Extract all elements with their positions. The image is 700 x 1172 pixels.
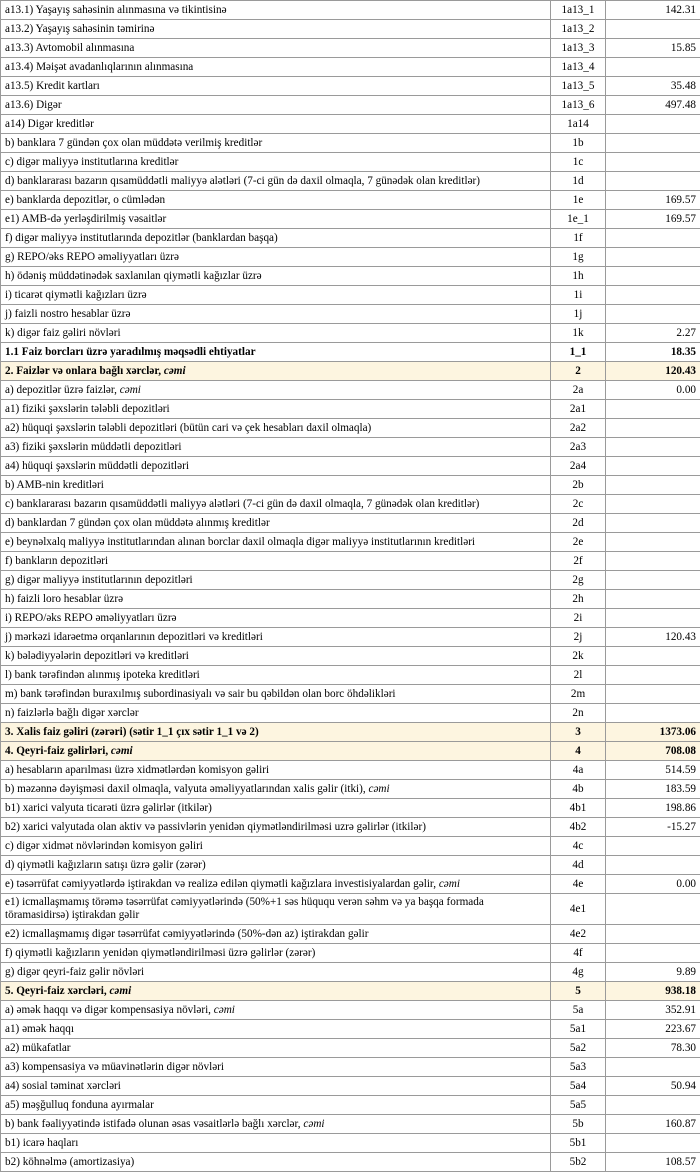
table-row <box>1 324 700 343</box>
row-label: e1) icmallaşmamış törəmə təsərrüfat cəmiyyətlərində (50%+1 səs hüququ verən səhm və ya başqa formada töramasidirsə) iştirakdan gəlir <box>1 894 551 925</box>
row-label: a13.1) Yaşayış sahəsinin alınmasına və tikintisinə <box>1 1 551 20</box>
table-row <box>1 875 700 894</box>
row-code: 2a <box>551 381 606 400</box>
row-label: a13.2) Yaşayış sahəsinin təmirinə <box>1 20 551 39</box>
row-code: 2l <box>551 666 606 685</box>
table-row <box>1 925 700 944</box>
row-label: i) ticarət qiymətli kağızları üzrə <box>1 286 551 305</box>
row-value <box>606 115 700 134</box>
row-value <box>606 944 700 963</box>
row-label: a3) kompensasiya və müavinətlərin digər növləri <box>1 1058 551 1077</box>
row-code: 1c <box>551 153 606 172</box>
row-code: 2b <box>551 476 606 495</box>
row-value: 1373.06 <box>606 723 700 742</box>
row-value: 78.30 <box>606 1039 700 1058</box>
table-row <box>1 1096 700 1115</box>
row-label: 5. Qeyri-faiz xərcləri, cəmi <box>1 982 551 1001</box>
row-label: k) bələdiyyələrin depozitləri və kreditləri <box>1 647 551 666</box>
row-label: 2. Faizlər və onlara bağlı xərclər, cəmi <box>1 362 551 381</box>
row-value <box>606 666 700 685</box>
row-value <box>606 1134 700 1153</box>
table-row <box>1 39 700 58</box>
row-value <box>606 533 700 552</box>
table-row <box>1 248 700 267</box>
row-label: b1) icarə haqları <box>1 1134 551 1153</box>
row-label: b) banklara 7 gündən çox olan müddətə verilmiş kreditlər <box>1 134 551 153</box>
table-row <box>1 666 700 685</box>
row-code: 4 <box>551 742 606 761</box>
row-label: 3. Xalis faiz gəliri (zərəri) (sətir 1_1 çıx sətir 1_1 və 2) <box>1 723 551 742</box>
row-code: 1g <box>551 248 606 267</box>
row-code: 5b2 <box>551 1153 606 1172</box>
row-code: 2g <box>551 571 606 590</box>
table-row <box>1 742 700 761</box>
row-code: 5b <box>551 1115 606 1134</box>
table-row <box>1 419 700 438</box>
row-code: 2 <box>551 362 606 381</box>
table-row <box>1 400 700 419</box>
row-code: 1a14 <box>551 115 606 134</box>
row-code: 5b1 <box>551 1134 606 1153</box>
table-row <box>1 1 700 20</box>
row-label: a4) hüquqi şəxslərin müddətli depozitləri <box>1 457 551 476</box>
row-code: 4c <box>551 837 606 856</box>
row-code: 1d <box>551 172 606 191</box>
row-value <box>606 609 700 628</box>
row-label: g) REPO/əks REPO əməliyyatları üzrə <box>1 248 551 267</box>
row-value: 108.57 <box>606 1153 700 1172</box>
row-label: 4. Qeyri-faiz gəlirləri, cəmi <box>1 742 551 761</box>
table-row <box>1 647 700 666</box>
row-value: 160.87 <box>606 1115 700 1134</box>
row-label: e2) icmallaşmamış digər təsərrüfat cəmiyyətlərində (50%-dən az) iştirakdan gəlir <box>1 925 551 944</box>
table-row <box>1 210 700 229</box>
table-row <box>1 1134 700 1153</box>
row-label: a2) hüquqi şəxslərin tələbli depozitləri (bütün cari və çek hesabları daxil olmaqla) <box>1 419 551 438</box>
row-label: c) digər xidmət növlərindən komisyon gəliri <box>1 837 551 856</box>
table-row <box>1 685 700 704</box>
row-label: b) bank fəaliyyətində istifadə olunan əsas vəsaitlərlə bağlı xərclər, cəmi <box>1 1115 551 1134</box>
row-code: 2a2 <box>551 419 606 438</box>
row-code: 1e_1 <box>551 210 606 229</box>
row-value <box>606 58 700 77</box>
row-code: 1a13_2 <box>551 20 606 39</box>
row-label: l) bank tərəfindən alınmış ipoteka kreditləri <box>1 666 551 685</box>
row-code: 2j <box>551 628 606 647</box>
row-value: 198.86 <box>606 799 700 818</box>
row-label: a13.6) Digər <box>1 96 551 115</box>
row-label: h) faizli loro hesablar üzrə <box>1 590 551 609</box>
row-label: a1) fiziki şəxslərin tələbli depozitləri <box>1 400 551 419</box>
table-row <box>1 1058 700 1077</box>
row-label: a) depozitlər üzrə faizlər, cəmi <box>1 381 551 400</box>
table-body <box>1 1 700 1172</box>
row-label: d) banklardan 7 gündən çox olan müddətə alınmış kreditlər <box>1 514 551 533</box>
row-code: 2n <box>551 704 606 723</box>
table-row <box>1 704 700 723</box>
table-row <box>1 20 700 39</box>
row-value: 15.85 <box>606 39 700 58</box>
table-row <box>1 438 700 457</box>
row-label: e) beynəlxalq maliyyə institutlarından alınan borclar daxil olmaqla digər maliyyə institutlarının kreditləri <box>1 533 551 552</box>
table-row <box>1 780 700 799</box>
row-value <box>606 172 700 191</box>
row-code: 4f <box>551 944 606 963</box>
row-value: 514.59 <box>606 761 700 780</box>
table-row <box>1 818 700 837</box>
row-value <box>606 856 700 875</box>
table-row <box>1 609 700 628</box>
row-code: 3 <box>551 723 606 742</box>
table-row <box>1 799 700 818</box>
row-label: k) digər faiz gəliri növləri <box>1 324 551 343</box>
row-code: 2m <box>551 685 606 704</box>
row-label: a13.4) Məişət avadanlıqlarının alınmasına <box>1 58 551 77</box>
row-value: 35.48 <box>606 77 700 96</box>
table-row <box>1 1153 700 1172</box>
table-row <box>1 1115 700 1134</box>
table-row <box>1 305 700 324</box>
row-code: 4g <box>551 963 606 982</box>
table-row <box>1 571 700 590</box>
table-row <box>1 628 700 647</box>
row-value: 169.57 <box>606 191 700 210</box>
row-label: b2) xarici valyutada olan aktiv və passivlərin yenidən qiymətləndirilməsi uzrə gəlirlər (itkilər) <box>1 818 551 837</box>
row-code: 1f <box>551 229 606 248</box>
table-row <box>1 533 700 552</box>
row-code: 4b2 <box>551 818 606 837</box>
table-row <box>1 381 700 400</box>
row-label: a1) əmək haqqı <box>1 1020 551 1039</box>
row-code: 1a13_5 <box>551 77 606 96</box>
table-row <box>1 191 700 210</box>
row-label: b1) xarici valyuta ticarəti üzrə gəlirlər (itkilər) <box>1 799 551 818</box>
row-value: -15.27 <box>606 818 700 837</box>
row-code: 5a <box>551 1001 606 1020</box>
table-row <box>1 77 700 96</box>
row-label: f) bankların depozitləri <box>1 552 551 571</box>
table-row <box>1 153 700 172</box>
row-code: 2c <box>551 495 606 514</box>
row-code: 2d <box>551 514 606 533</box>
table-row <box>1 58 700 77</box>
row-value <box>606 514 700 533</box>
row-label: g) digər qeyri-faiz gəlir növləri <box>1 963 551 982</box>
row-label: b) məzənnə dəyişməsi daxil olmaqla, valyuta əməliyyatlarından xalis gəlir (itki), cəmi <box>1 780 551 799</box>
row-value <box>606 400 700 419</box>
row-code: 4e2 <box>551 925 606 944</box>
table-row <box>1 134 700 153</box>
row-label: a13.3) Avtomobil alınmasına <box>1 39 551 58</box>
row-value <box>606 419 700 438</box>
row-value <box>606 552 700 571</box>
table-row <box>1 362 700 381</box>
row-value: 223.67 <box>606 1020 700 1039</box>
row-value <box>606 286 700 305</box>
table-row <box>1 761 700 780</box>
row-value: 708.08 <box>606 742 700 761</box>
row-value: 183.59 <box>606 780 700 799</box>
row-value <box>606 571 700 590</box>
row-value: 497.48 <box>606 96 700 115</box>
table-row <box>1 590 700 609</box>
row-value: 120.43 <box>606 628 700 647</box>
row-value <box>606 894 700 925</box>
row-code: 1h <box>551 267 606 286</box>
row-code: 2a3 <box>551 438 606 457</box>
row-label: a13.5) Kredit kartları <box>1 77 551 96</box>
table-row <box>1 837 700 856</box>
row-label: e) banklarda depozitlər, o cümlədən <box>1 191 551 210</box>
row-value <box>606 229 700 248</box>
table-row <box>1 286 700 305</box>
row-value <box>606 704 700 723</box>
row-value <box>606 925 700 944</box>
row-code: 4a <box>551 761 606 780</box>
table-row <box>1 894 700 925</box>
row-code: 5a5 <box>551 1096 606 1115</box>
row-value: 142.31 <box>606 1 700 20</box>
row-code: 1k <box>551 324 606 343</box>
row-code: 2i <box>551 609 606 628</box>
row-label: j) faizli nostro hesablar üzrə <box>1 305 551 324</box>
row-label: a) hesabların aparılması üzrə xidmətlərdən komisyon gəliri <box>1 761 551 780</box>
row-code: 1_1 <box>551 343 606 362</box>
row-label: c) banklararası bazarın qısamüddətli maliyyə alətləri (7-ci gün də daxil olmaqla, 7 günədək olan kreditlər) <box>1 495 551 514</box>
table-row <box>1 343 700 362</box>
table-row <box>1 96 700 115</box>
row-label: h) ödəniş müddətinədək saxlanılan qiymətli kağızlar üzrə <box>1 267 551 286</box>
row-code: 2a4 <box>551 457 606 476</box>
row-label: a) əmək haqqı və digər kompensasiya növləri, cəmi <box>1 1001 551 1020</box>
row-value <box>606 134 700 153</box>
row-value <box>606 495 700 514</box>
row-value <box>606 153 700 172</box>
table-row <box>1 856 700 875</box>
row-label: d) banklararası bazarın qısamüddətli maliyyə alətləri (7-ci gün də daxil olmaqla, 7 günədək olan kreditlər) <box>1 172 551 191</box>
row-value: 2.27 <box>606 324 700 343</box>
row-value <box>606 685 700 704</box>
row-code: 2f <box>551 552 606 571</box>
row-code: 2e <box>551 533 606 552</box>
row-code: 5a3 <box>551 1058 606 1077</box>
row-code: 4e <box>551 875 606 894</box>
row-label: a2) mükafatlar <box>1 1039 551 1058</box>
row-code: 5a1 <box>551 1020 606 1039</box>
row-value: 0.00 <box>606 381 700 400</box>
row-label: e) təsərrüfat cəmiyyətlərdə iştirakdan və realizə edilən qiymətli kağızlara investisiyalardan gəlir, cəmi <box>1 875 551 894</box>
row-code: 2h <box>551 590 606 609</box>
row-label: 1.1 Faiz borcları üzrə yaradılmış məqsədli ehtiyatlar <box>1 343 551 362</box>
row-label: f) digər maliyyə institutlarında depozitlər (banklardan başqa) <box>1 229 551 248</box>
row-value: 120.43 <box>606 362 700 381</box>
row-label: b) AMB-nin kreditləri <box>1 476 551 495</box>
table-row <box>1 1039 700 1058</box>
row-label: a4) sosial təminat xərcləri <box>1 1077 551 1096</box>
row-value: 352.91 <box>606 1001 700 1020</box>
table-row <box>1 723 700 742</box>
row-label: a5) məşğulluq fonduna ayırmalar <box>1 1096 551 1115</box>
row-code: 5 <box>551 982 606 1001</box>
row-label: b2) köhnəlmə (amortizasiya) <box>1 1153 551 1172</box>
row-label: i) REPO/əks REPO əməliyyatları üzrə <box>1 609 551 628</box>
row-code: 1a13_6 <box>551 96 606 115</box>
row-value <box>606 457 700 476</box>
row-code: 5a4 <box>551 1077 606 1096</box>
row-label: e1) AMB-də yerləşdirilmiş vəsaitlər <box>1 210 551 229</box>
table-row <box>1 1001 700 1020</box>
row-label: j) mərkəzi idarəetmə orqanlarının depozitləri və kreditləri <box>1 628 551 647</box>
table-row <box>1 115 700 134</box>
table-row <box>1 963 700 982</box>
row-code: 1b <box>551 134 606 153</box>
table-row <box>1 267 700 286</box>
row-value <box>606 1058 700 1077</box>
row-value: 18.35 <box>606 343 700 362</box>
table-row <box>1 495 700 514</box>
table-row <box>1 514 700 533</box>
row-code: 1a13_3 <box>551 39 606 58</box>
row-label: c) digər maliyyə institutlarına kreditlər <box>1 153 551 172</box>
table-row <box>1 1077 700 1096</box>
row-code: 4b <box>551 780 606 799</box>
row-code: 5a2 <box>551 1039 606 1058</box>
row-value <box>606 476 700 495</box>
row-label: g) digər maliyyə institutlarının depozitləri <box>1 571 551 590</box>
row-label: a14) Digər kreditlər <box>1 115 551 134</box>
row-label: a3) fiziki şəxslərin müddətli depozitləri <box>1 438 551 457</box>
row-value <box>606 837 700 856</box>
row-code: 1e <box>551 191 606 210</box>
row-value: 9.89 <box>606 963 700 982</box>
row-code: 2a1 <box>551 400 606 419</box>
row-value <box>606 1096 700 1115</box>
row-value: 50.94 <box>606 1077 700 1096</box>
row-label: n) faizlərlə bağlı digər xərclər <box>1 704 551 723</box>
row-value <box>606 267 700 286</box>
table-row <box>1 552 700 571</box>
row-label: m) bank tərəfindən buraxılmış subordinasiyalı və sair bu qəbildən olan borc öhdəlikləri <box>1 685 551 704</box>
table-row <box>1 1020 700 1039</box>
row-value <box>606 647 700 666</box>
row-value <box>606 590 700 609</box>
table-row <box>1 457 700 476</box>
row-code: 4d <box>551 856 606 875</box>
row-value <box>606 305 700 324</box>
table-row <box>1 476 700 495</box>
row-value <box>606 248 700 267</box>
row-value: 0.00 <box>606 875 700 894</box>
row-value: 169.57 <box>606 210 700 229</box>
row-code: 1a13_1 <box>551 1 606 20</box>
row-value <box>606 438 700 457</box>
table-row <box>1 982 700 1001</box>
table-row <box>1 944 700 963</box>
row-code: 4e1 <box>551 894 606 925</box>
row-value: 938.18 <box>606 982 700 1001</box>
row-code: 1i <box>551 286 606 305</box>
table-row <box>1 229 700 248</box>
row-code: 2k <box>551 647 606 666</box>
row-value <box>606 20 700 39</box>
row-code: 1j <box>551 305 606 324</box>
table-row <box>1 172 700 191</box>
row-code: 4b1 <box>551 799 606 818</box>
row-code: 1a13_4 <box>551 58 606 77</box>
row-label: d) qiymətli kağızların satışı üzrə gəlir (zərər) <box>1 856 551 875</box>
row-label: f) qiymətli kağızların yenidən qiymətləndirilməsi üzrə gəlirlər (zərər) <box>1 944 551 963</box>
